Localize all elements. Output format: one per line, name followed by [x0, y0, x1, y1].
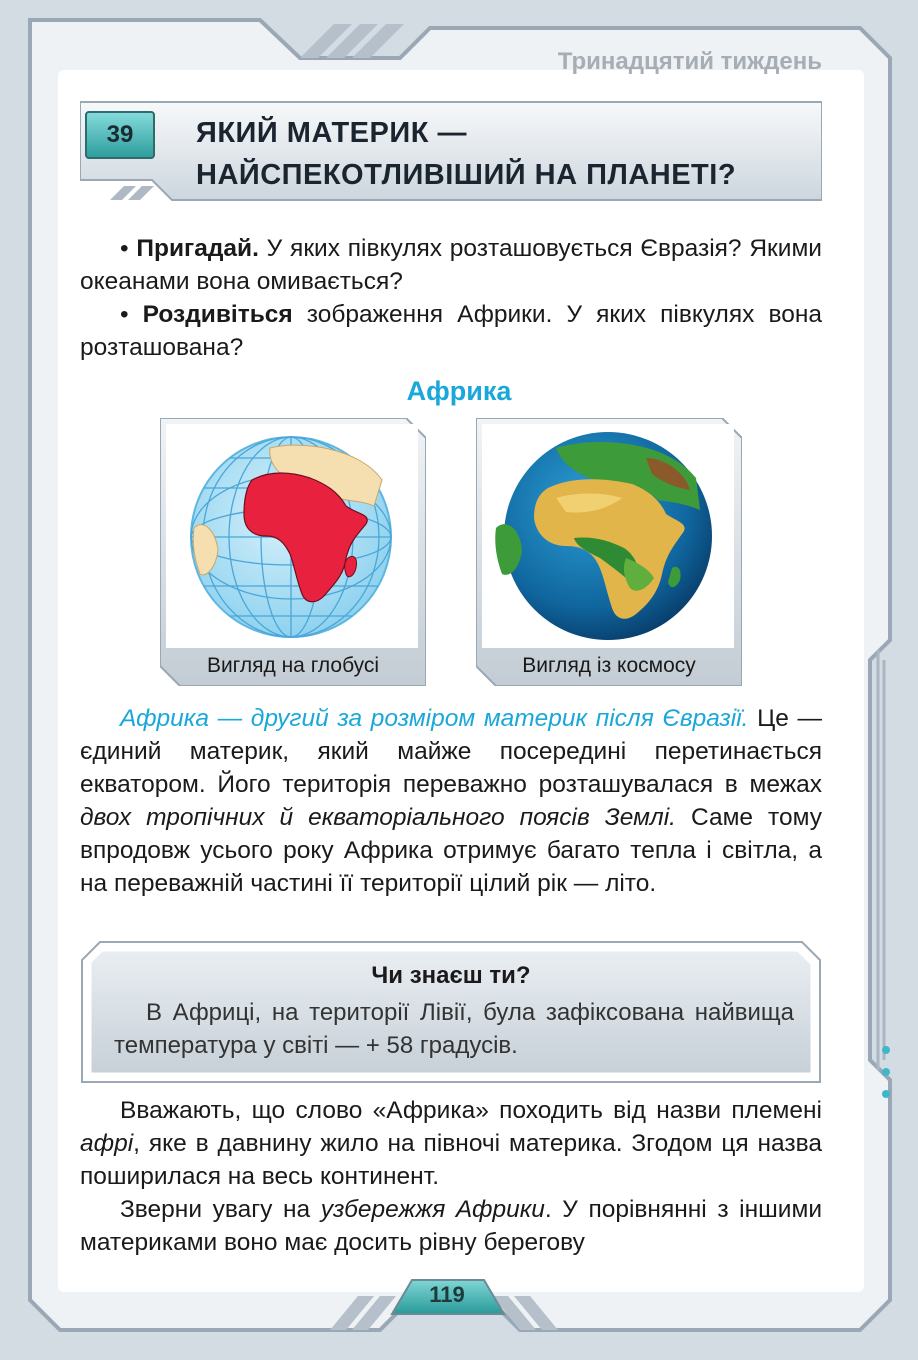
paragraph-coastline	[80, 1193, 822, 1259]
paragraph-2-a: Вважають, що слово «Африка» походить від назви племені	[120, 1097, 822, 1124]
paragraph-2-italic: афрі	[80, 1130, 134, 1157]
lesson-title-line1: ЯКИЙ МАТЕРИК —	[196, 117, 467, 149]
question-1: • Пригадай. У яких півкулях розташовується Євразія? Якими океанами вона омивається?	[80, 235, 822, 295]
paragraph-2-b: , яке в давнину жило на півночі материка. Згодом ця назва поширилася на весь континент.	[80, 1130, 822, 1190]
globe-illustration	[160, 418, 426, 686]
paragraph-text-b: Саме тому впродовж усього року Африка отримує багато тепла і світла, а на переважній частині її території цілий рік — літо.	[80, 804, 822, 897]
question-1-keyword: Пригадай.	[136, 235, 259, 262]
lesson-title-line2: НАЙСПЕКОТЛИВІШИЙ НА ПЛАНЕТІ?	[196, 159, 737, 191]
decor-dot	[882, 1090, 890, 1098]
space-panel	[476, 418, 742, 686]
globe-panel	[160, 418, 426, 686]
fact-box-body: В Африці, на території Лівії, була зафіксована найвища температура у світі — + 58 градусів.	[114, 999, 794, 1059]
globe-panel-label: Вигляд на глобусі	[206, 654, 380, 677]
figure-caption: Африка	[406, 376, 512, 406]
paragraph-3-b: . У порівнянні з іншими материками воно має досить рівну берегову	[80, 1196, 822, 1256]
question-2-text: зображення Африки. У яких півкулях вона розташована?	[80, 301, 822, 361]
question-2-keyword: Роздивіться	[142, 301, 293, 328]
paragraph-italic: двох тропічних й екваторіального поясів Землі.	[80, 804, 676, 831]
paragraph-lead: Африка — другий за розміром материк після Євразії.	[120, 705, 749, 732]
fact-box-title: Чи знаєш ти?	[371, 962, 531, 989]
paragraph-3-italic: узбережжя Африки	[320, 1196, 545, 1223]
paragraph-name-origin	[80, 1094, 822, 1193]
earth-from-space-illustration	[476, 418, 742, 686]
lesson-number: 39	[106, 121, 134, 148]
paragraph-africa-intro	[80, 702, 822, 900]
question-1-text: У яких півкулях розташовується Євразія? Якими океанами вона омивається?	[80, 235, 822, 295]
page-number: 119	[429, 1282, 465, 1307]
decor-dot	[882, 1046, 890, 1054]
question-2: • Роздивіться зображення Африки. У яких півкулях вона розташована?	[80, 301, 822, 361]
space-panel-label: Вигляд із космосу	[522, 654, 696, 677]
paragraph-3-a: Зверни увагу на	[120, 1196, 321, 1223]
running-head: Тринадцятий тиждень	[557, 48, 822, 75]
lesson-title	[196, 112, 736, 196]
decor-dot	[882, 1068, 890, 1076]
paragraph-text-a: Це — єдиний материк, який майже посередині перетинається екватором. Його територія переважно розташувалася в межах	[80, 705, 822, 798]
